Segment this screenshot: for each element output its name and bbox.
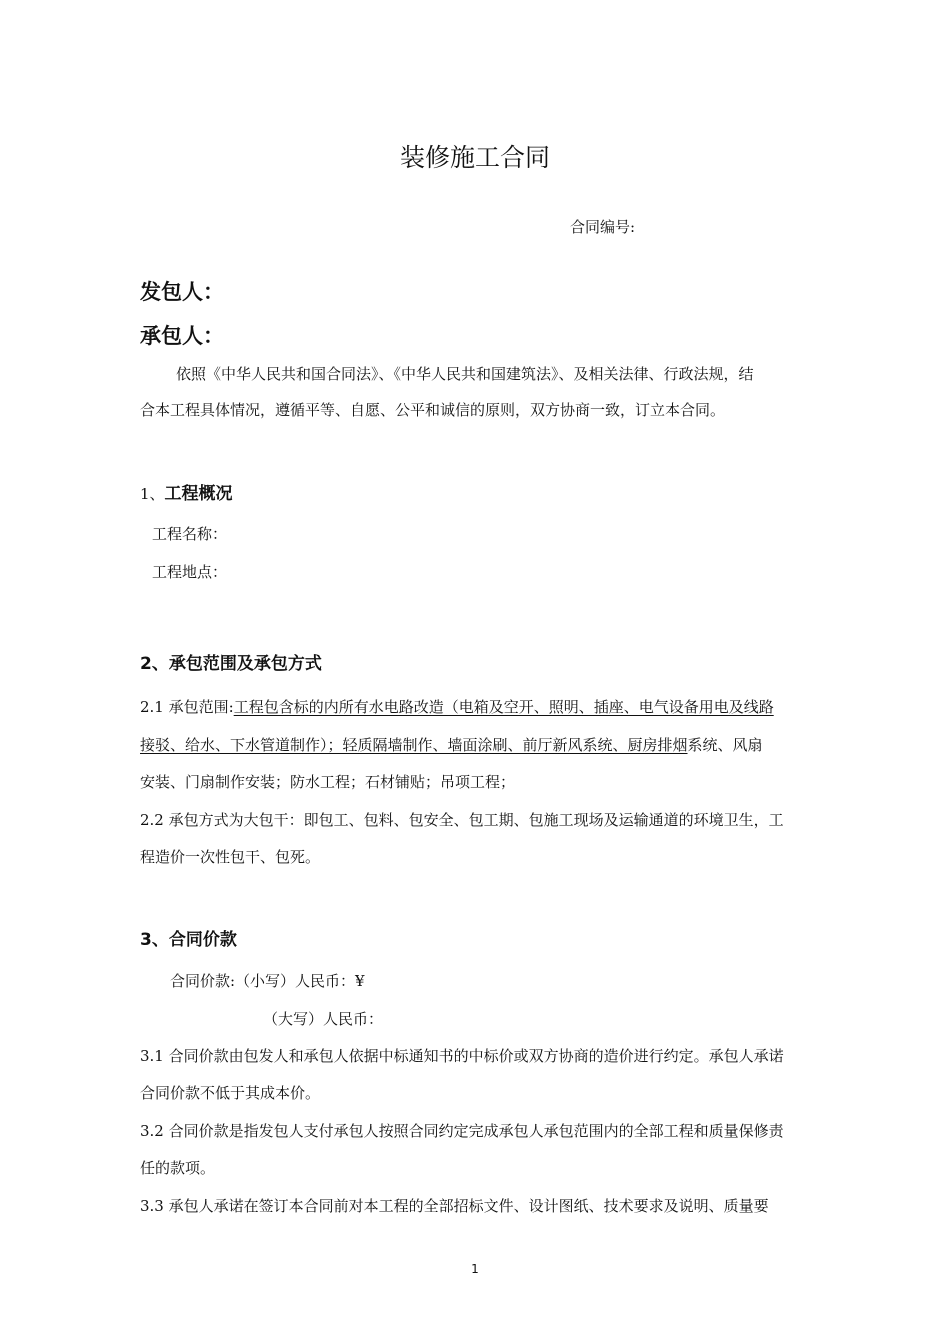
section-3-1-line-1: 3.1 合同价款由包发人和承包人依据中标通知书的中标价或双方协商的造价进行约定。承包人承诺 [140,1047,784,1065]
section-3-2-line-1: 3.2 合同价款是指发包人支付承包人按照合同约定完成承包人承包范围内的全部工程和质量保修责 [140,1122,784,1140]
page-number: 1 [471,1262,479,1276]
contractor-label: 承包人： [140,324,224,348]
section-2-2-line-2: 程造价一次性包干、包死。 [140,848,321,866]
intro-line-2: 合本工程具体情况，遵循平等、自愿、公平和诚信的原则，双方协商一致，订立本合同。 [140,401,726,419]
section-2-1-line-2 [140,735,763,755]
project-name-label: 工程名称： [152,525,228,543]
price-uppercase: （大写）人民币： [263,1010,384,1028]
section-2-heading: 2、承包范围及承包方式 [140,654,322,674]
section-2-1-scope-underlined-2: 接驳、给水、下水管道制作）；轻质隔墙制作、墙面涂刷、前厅新风系统、厨房排烟 [140,736,688,754]
project-location-label: 工程地点： [152,563,228,581]
intro-line-1: 依照《中华人民共和国合同法》、《中华人民共和国建筑法》、及相关法律、行政法规，结 [176,365,754,383]
section-2-1-line-3: 安装、门扇制作安装；防水工程；石材铺贴；吊项工程； [140,773,516,791]
section-1-number: 1、 [140,485,165,503]
section-1-title: 工程概况 [164,484,233,504]
contract-number-label: 合同编号: [570,218,636,236]
section-2-1-line-1 [140,697,774,717]
price-lowercase: 合同价款:（小写）人民币：¥ [170,972,365,990]
section-2-1-line-2-rest: 系统、风扇 [687,736,763,754]
section-3-1-line-2: 合同价款不低于其成本价。 [140,1084,321,1102]
section-3-heading: 3、合同价款 [140,930,237,950]
section-1-heading [140,484,233,504]
section-3-2-line-2: 任的款项。 [140,1159,216,1177]
employer-label: 发包人： [140,280,224,304]
section-2-2-line-1: 2.2 承包方式为大包干：即包工、包料、包安全、包工期、包施工现场及运输通道的环境卫生，工 [140,811,784,829]
doc-title: 装修施工合同 [399,143,550,172]
section-2-1-scope-underlined: 工程包含标的内所有水电路改造（电箱及空开、照明、插座、电气设备用电及线路 [233,698,774,716]
section-3-3-line-1: 3.3 承包人承诺在签订本合同前对本工程的全部招标文件、设计图纸、技术要求及说明、质量要 [140,1197,769,1215]
section-2-1-prefix: 2.1 承包范围: [140,698,234,716]
